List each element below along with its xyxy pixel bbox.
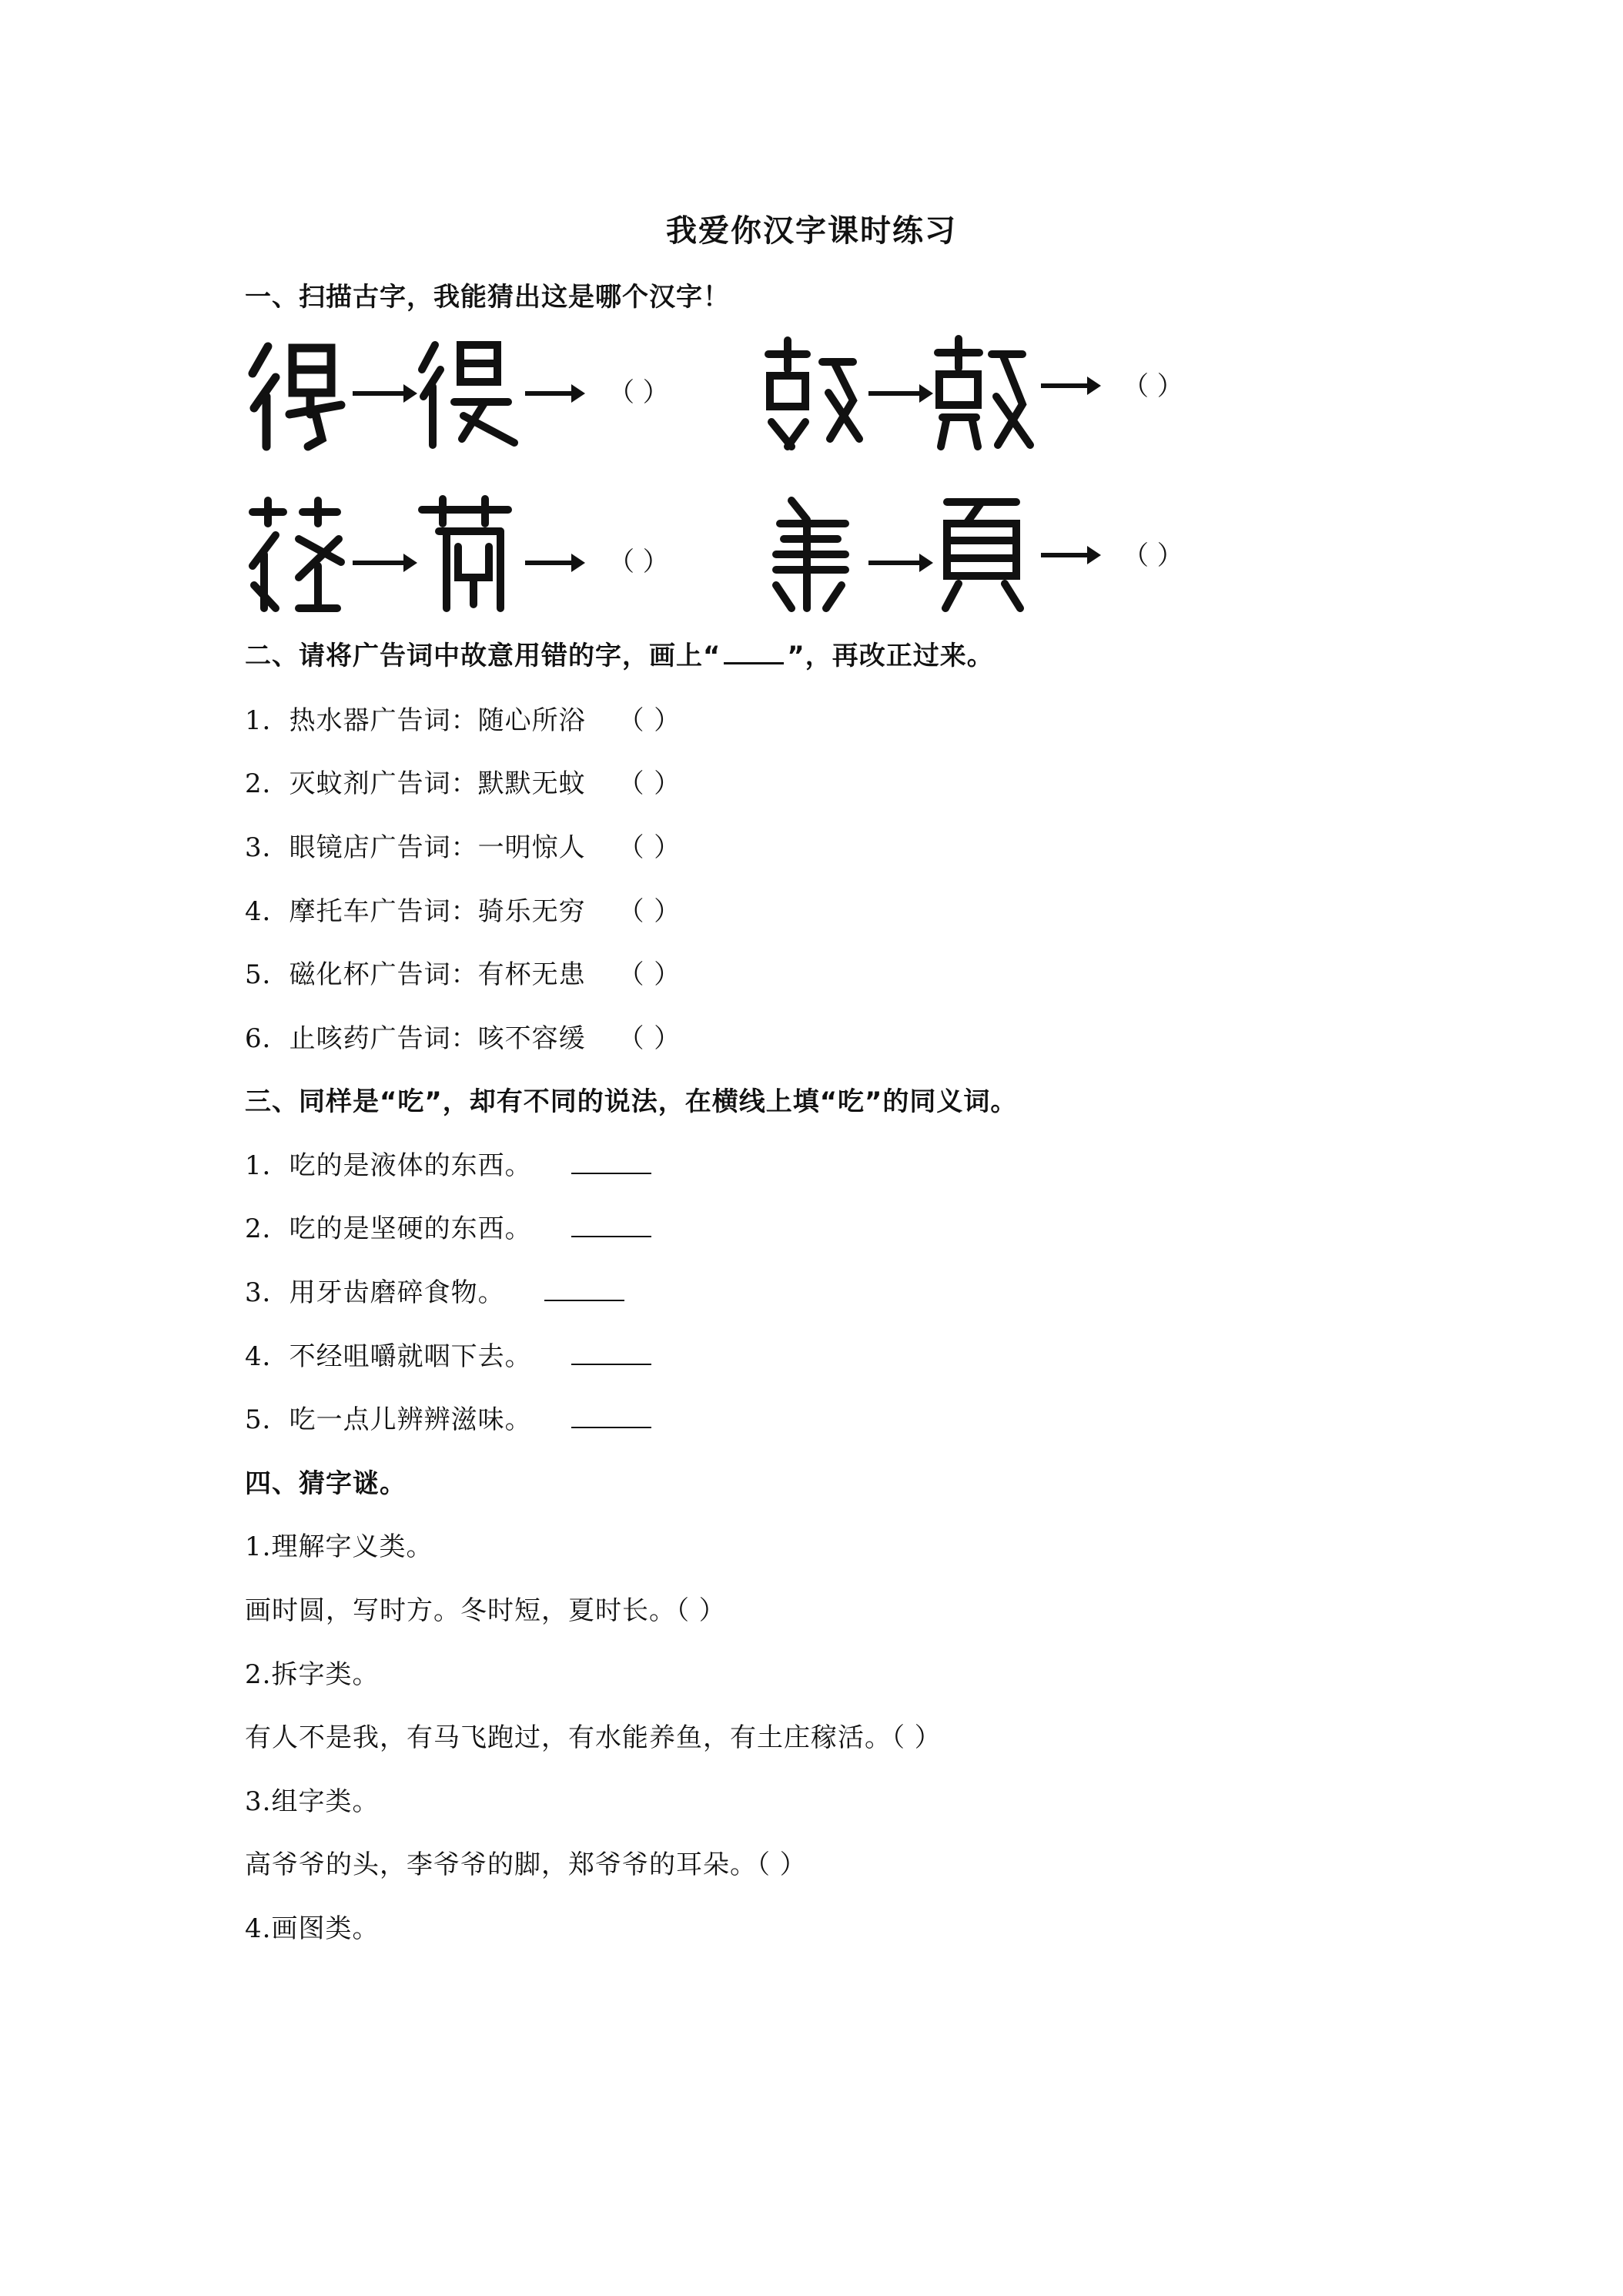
answer-blank[interactable] [571,1404,651,1428]
page-title: 我爱你汉字课时练习 [666,213,957,249]
ad-item-text: 2．灭蚊剂广告词：默默无蚊 [245,768,586,799]
seal-glyph-de-seal [416,331,524,454]
eat-item-text: 4．不经咀嚼就咽下去。 [245,1341,532,1372]
arrow-icon [525,391,574,396]
seal-glyph-de-oracle [245,331,353,454]
answer-paren[interactable]: （ ） [617,705,681,736]
section2-heading-start: 二、请将广告词中故意用错的字，画上“ [245,641,721,671]
ad-item-text: 5．磁化杯广告词：有杯无患 [245,959,586,990]
answer-paren[interactable]: （ ） [608,547,669,577]
section1-heading: 一、扫描古字，我能猜出这是哪个汉字！ [245,282,730,313]
eat-item-1 [245,1144,651,1182]
arrow-icon [353,391,407,396]
arrow-icon [1041,553,1090,557]
ad-item-5 [245,953,681,991]
seal-row-2 [761,331,1623,454]
eat-item-text: 5．吃一点儿辨辨滋味。 [245,1404,532,1435]
eat-item-3 [245,1271,624,1309]
eat-item-2 [245,1207,651,1245]
ad-item-text: 6．止咳药广告词：咳不容缓 [245,1023,586,1054]
seal-glyph-bei-seal [932,493,1039,616]
answer-paren[interactable]: （ ） [617,1023,681,1054]
seal-glyph-bei-oracle [761,493,868,616]
eat-item-text: 2．吃的是坚硬的东西。 [245,1213,532,1244]
seal-glyph-gu-seal [932,331,1039,454]
answer-paren[interactable]: （ ） [617,896,681,927]
ad-item-text: 3．眼镜店广告词：一明惊人 [245,832,586,863]
answer-blank[interactable] [544,1277,624,1301]
section3-heading: 三、同样是“吃”，却有不同的说法，在横线上填“吃”的同义词。 [245,1086,1018,1117]
riddle-label-4: 4.画图类。 [245,1913,380,1944]
answer-paren[interactable]: （ ） [617,959,681,990]
eat-item-4 [245,1335,651,1373]
answer-paren[interactable]: （ ） [1123,541,1183,571]
arrow-icon [1041,383,1090,388]
section2-heading [245,634,994,672]
riddle-3[interactable]: 高爷爷的头，李爷爷的脚，郑爷爷的耳朵。（ ） [245,1849,807,1880]
arrow-icon [353,561,407,565]
seal-glyph-ruo-seal [416,493,524,616]
answer-paren[interactable]: （ ） [608,377,669,408]
riddle-label-2: 2.拆字类。 [245,1659,380,1690]
riddle-label-3: 3.组字类。 [245,1786,380,1817]
answer-blank[interactable] [571,1340,651,1365]
riddle-1[interactable]: 画时圆，写时方。冬时短，夏时长。（ ） [245,1595,726,1626]
ad-item-6 [245,1017,681,1055]
arrow-icon [868,561,922,565]
eat-item-text: 3．用牙齿磨碎食物。 [245,1277,505,1308]
arrow-icon [525,561,574,565]
seal-glyph-gu-oracle [761,331,868,454]
ad-item-text: 1．热水器广告词：随心所浴 [245,705,586,736]
seal-row-4 [761,493,1623,616]
ad-item-text: 4．摩托车广告词：骑乐无穷 [245,896,586,927]
seal-glyph-ruo-oracle [245,493,353,616]
answer-blank[interactable] [571,1150,651,1174]
arrow-icon [868,391,922,396]
section4-heading: 四、猜字谜。 [245,1468,407,1499]
eat-item-5 [245,1398,651,1436]
ad-item-3 [245,826,681,864]
underline-sample [724,639,784,664]
answer-paren[interactable]: （ ） [617,832,681,863]
riddle-label-1: 1.理解字义类。 [245,1531,433,1562]
ad-item-1 [245,699,681,737]
ad-item-4 [245,890,681,928]
riddle-2[interactable]: 有人不是我，有马飞跑过，有水能养鱼，有土庄稼活。（ ） [245,1722,942,1753]
section2-heading-end: ”，再改正过来。 [787,641,994,671]
answer-blank[interactable] [571,1213,651,1237]
answer-paren[interactable]: （ ） [617,768,681,799]
answer-paren[interactable]: （ ） [1123,371,1183,402]
ad-item-2 [245,762,681,800]
eat-item-text: 1．吃的是液体的东西。 [245,1150,532,1181]
